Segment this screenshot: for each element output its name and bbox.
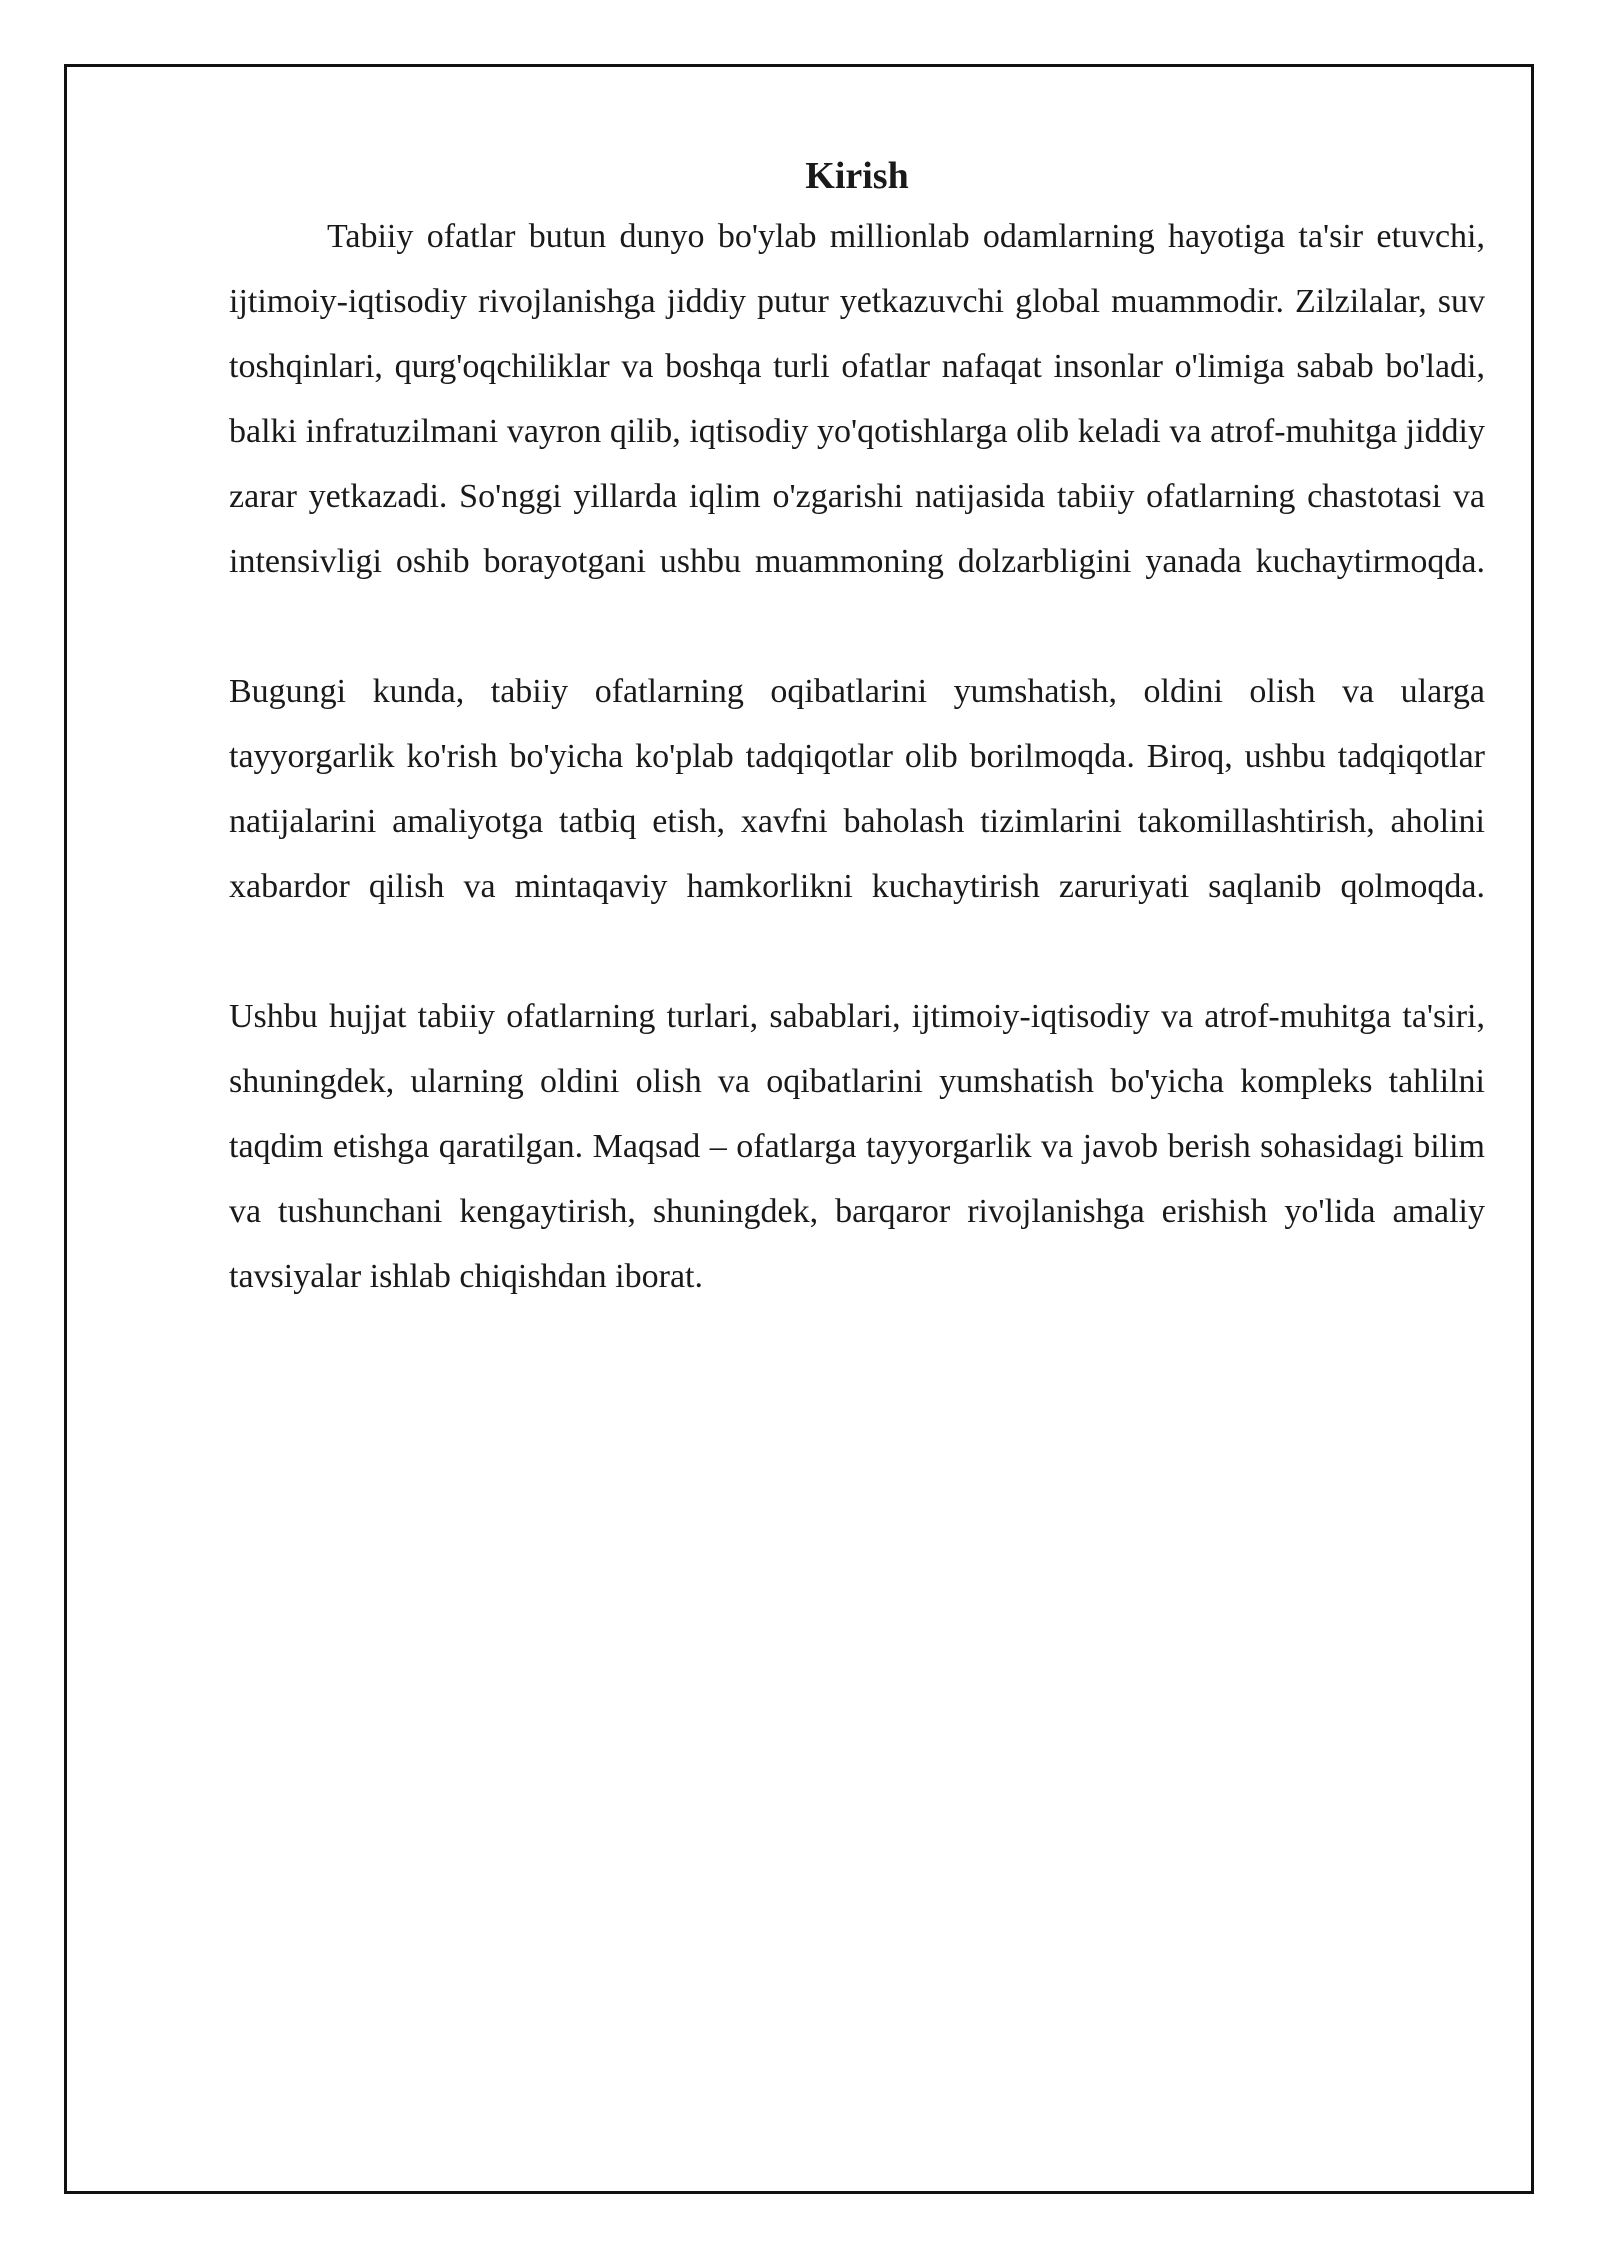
paragraph-purpose: Ushbu hujjat tabiiy ofatlarning turlari, sabablari, ijtimoiy-iqtisodiy va atrof-muhitga ta'siri, shuningdek, ularning oldini olish va oqibatlarini yumshatish bo'yicha kompleks tahlilni taqdim etishga qaratilgan. Maqsad – ofatlarga tayyorgarlik va javob berish sohasidagi bilim va tushunchani kengaytirish, shuningdek, barqaror rivojlanishga erishish yo'lida amaliy tavsiyalar ishlab chiqishdan iborat. — [229, 998, 1485, 1295]
paragraph-intro: Tabiiy ofatlar butun dunyo bo'ylab millionlab odamlarning hayotiga ta'sir etuvchi, ijtimoiy-iqtisodiy rivojlanishga jiddiy putur yetkazuvchi global muammodir. Zilzilalar, suv toshqinlari, qurg'oqchiliklar va boshqa turli ofatlar nafaqat insonlar o'limiga sabab bo'ladi, balki infratuzilmani vayron qilib, iqtisodiy yo'qotishlarga olib keladi va atrof-muhitga jiddiy zarar yetkazadi. So'nggi yillarda iqlim o'zgarishi natijasida tabiiy ofatlarning chastotasi va intensivligi oshib borayotgani ushbu muammoning dolzarbligini yanada kuchaytirmoqda. — [229, 218, 1485, 580]
document-title: Kirish — [805, 155, 909, 197]
document-body — [229, 150, 1485, 1309]
paragraph-spacer — [229, 919, 1485, 984]
paragraph-research: Bugungi kunda, tabiiy ofatlarning oqibatlarini yumshatish, oldini olish va ularga tayyorgarlik ko'rish bo'yicha ko'plab tadqiqotlar olib borilmoqda. Biroq, ushbu tadqiqotlar natijalarini amaliyotga tatbiq etish, xavfni baholash tizimlarini takomillashtirish, aholini xabardor qilish va mintaqaviy hamkorlikni kuchaytirish zaruriyati saqlanib qolmoqda. — [229, 673, 1485, 905]
paragraph-spacer — [229, 594, 1485, 659]
